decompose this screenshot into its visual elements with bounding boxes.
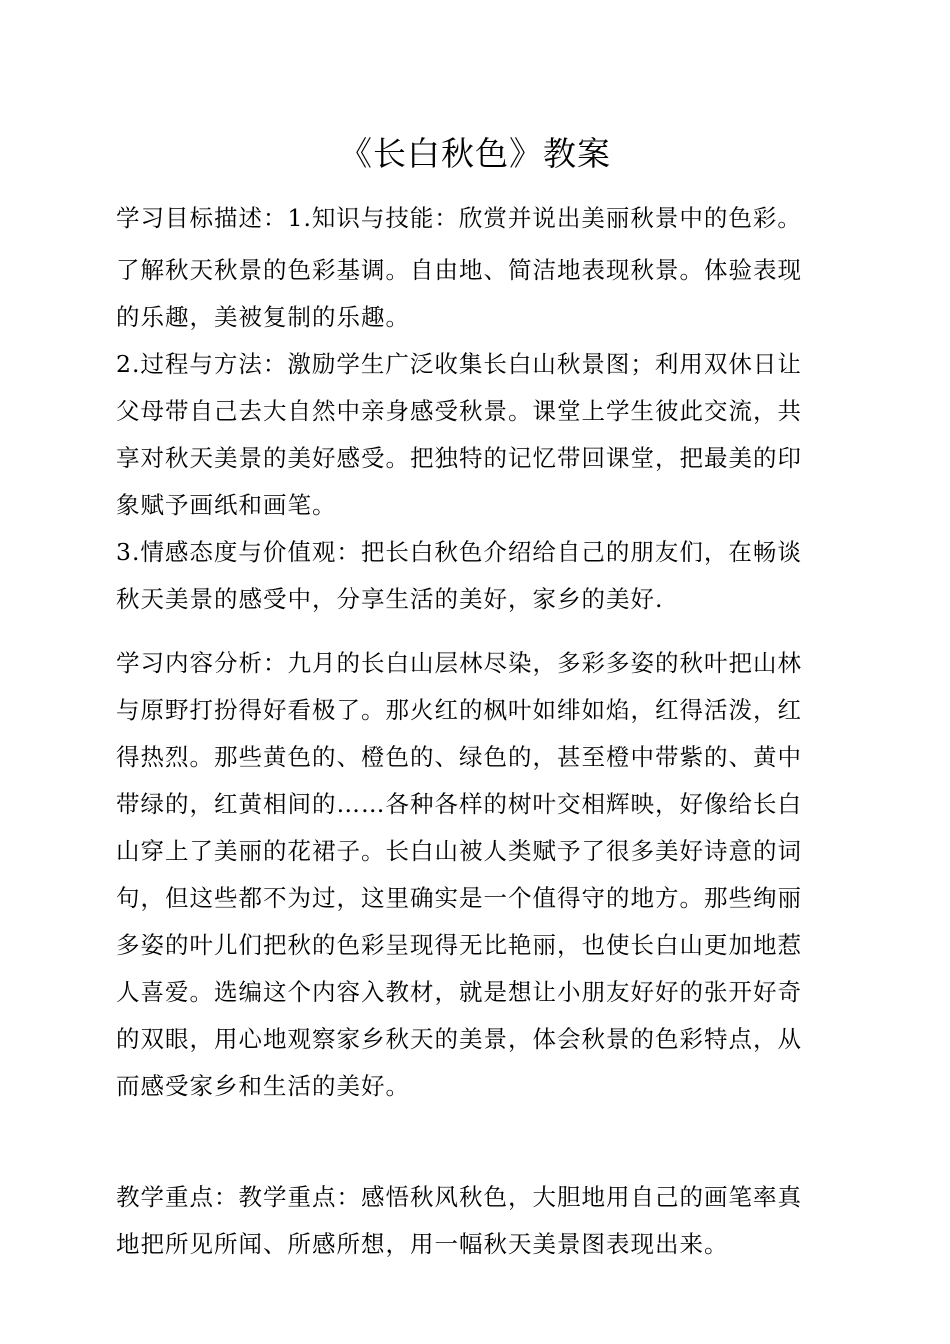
paragraph-line: 了解秋天秋景的色彩基调。自由地、简洁地表现秋景。体验表现 bbox=[116, 256, 802, 284]
paragraph-line: 学习目标描述：1.知识与技能：欣赏并说出美丽秋景中的色彩。 bbox=[116, 204, 802, 232]
paragraph-line: 山穿上了美丽的花裙子。长白山被人类赋予了很多美好诗意的词 bbox=[116, 837, 802, 865]
paragraph-line: 教学重点：教学重点：感悟秋风秋色，大胆地用自己的画笔率真 bbox=[116, 1183, 802, 1211]
document-title: 《长白秋色》教案 bbox=[339, 134, 611, 173]
paragraph-line: 2.过程与方法：激励学生广泛收集长白山秋景图；利用双休日让 bbox=[116, 350, 802, 378]
paragraph-line: 享对秋天美景的美好感受。把独特的记忆带回课堂，把最美的印 bbox=[116, 444, 802, 472]
paragraph-line: 地把所见所闻、所感所想，用一幅秋天美景图表现出来。 bbox=[116, 1230, 729, 1258]
paragraph-line: 的双眼，用心地观察家乡秋天的美景，体会秋景的色彩特点，从 bbox=[116, 1025, 802, 1053]
paragraph-line: 象赋予画纸和画笔。 bbox=[116, 491, 337, 519]
paragraph-line: 句，但这些都不为过，这里确实是一个值得守的地方。那些绚丽 bbox=[116, 884, 802, 912]
paragraph-line: 多姿的叶儿们把秋的色彩呈现得无比艳丽，也使长白山更加地惹 bbox=[116, 931, 802, 959]
paragraph-line: 带绿的，红黄相间的……各种各样的树叶交相辉映，好像给长白 bbox=[116, 790, 802, 818]
paragraph-line: 父母带自己去大自然中亲身感受秋景。课堂上学生彼此交流，共 bbox=[116, 397, 802, 425]
paragraph-line: 学习内容分析：九月的长白山层林尽染，多彩多姿的秋叶把山林 bbox=[116, 649, 802, 677]
paragraph-line: 秋天美景的感受中，分享生活的美好，家乡的美好. bbox=[116, 585, 664, 613]
paragraph-line: 与原野打扮得好看极了。那火红的枫叶如绯如焰，红得活泼，红 bbox=[116, 696, 802, 724]
paragraph-line: 3.情感态度与价值观：把长白秋色介绍给自己的朋友们，在畅谈 bbox=[116, 538, 802, 566]
paragraph-line: 人喜爱。选编这个内容入教材，就是想让小朋友好好的张开好奇 bbox=[116, 978, 802, 1006]
paragraph-line: 得热烈。那些黄色的、橙色的、绿色的，甚至橙中带紫的、黄中 bbox=[116, 743, 802, 771]
paragraph-line: 而感受家乡和生活的美好。 bbox=[116, 1072, 410, 1100]
paragraph-line: 的乐趣，美被复制的乐趣。 bbox=[116, 303, 410, 331]
